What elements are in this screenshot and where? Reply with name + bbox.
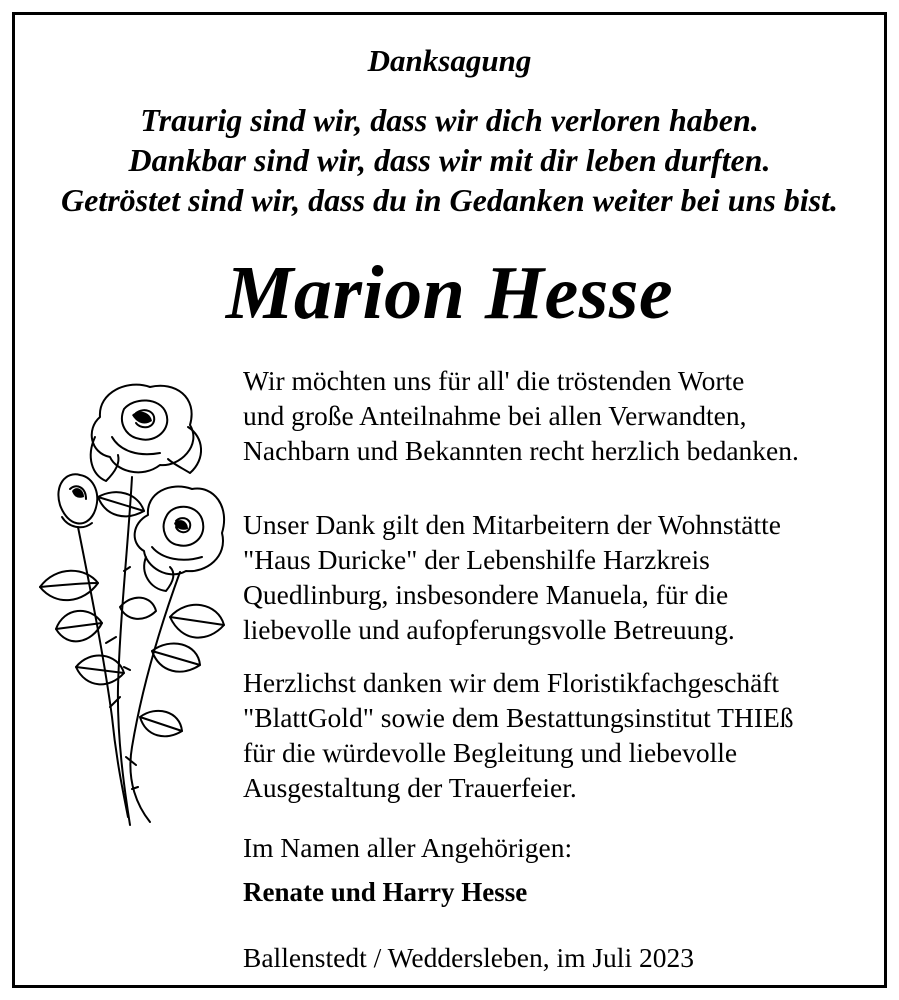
florist-thanks-paragraph — [243, 665, 883, 805]
paragraph-line: "Haus Duricke" der Lebenshilfe Harzkreis — [243, 544, 710, 575]
paragraph-line: Unser Dank gilt den Mitarbeitern der Wohnstätte — [243, 509, 781, 540]
place-date: Ballenstedt / Weddersleben, im Juli 2023 — [243, 942, 694, 973]
verse-line: Getröstet sind wir, dass du in Gedanken weiter bei uns bist. — [60, 182, 838, 218]
rose-bouquet-icon — [20, 367, 230, 827]
obituary-notice — [12, 12, 887, 988]
paragraph-line: Wir möchten uns für all' die tröstenden Worte — [243, 365, 745, 396]
notice-title: Danksagung — [367, 43, 532, 78]
paragraph-line: "BlattGold" sowie dem Bestattungsinstitut THIEß — [243, 702, 794, 733]
thanks-paragraph — [243, 363, 883, 468]
paragraph-line: Ausgestaltung der Trauerfeier. — [243, 772, 577, 803]
verse-line: Traurig sind wir, dass wir dich verloren haben. — [140, 102, 759, 138]
paragraph-line: Herzlichst danken wir dem Floristikfachgeschäft — [243, 667, 780, 698]
paragraph-line: und große Anteilnahme bei allen Verwandten, — [243, 400, 747, 431]
paragraph-line: Nachbarn und Bekannten recht herzlich bedanken. — [243, 435, 799, 466]
signers: Renate und Harry Hesse — [243, 877, 528, 907]
paragraph-line: liebevolle und aufopferungsvolle Betreuung. — [243, 614, 735, 645]
verse-line: Dankbar sind wir, dass wir mit dir leben durften. — [128, 142, 771, 178]
staff-thanks-paragraph — [243, 507, 883, 647]
closing-line: Im Namen aller Angehörigen: — [243, 832, 573, 863]
paragraph-line: für die würdevolle Begleitung und liebevolle — [243, 737, 738, 768]
paragraph-line: Quedlinburg, insbesondere Manuela, für die — [243, 579, 729, 610]
verse — [15, 100, 884, 220]
deceased-name: Marion Hesse — [225, 251, 674, 335]
